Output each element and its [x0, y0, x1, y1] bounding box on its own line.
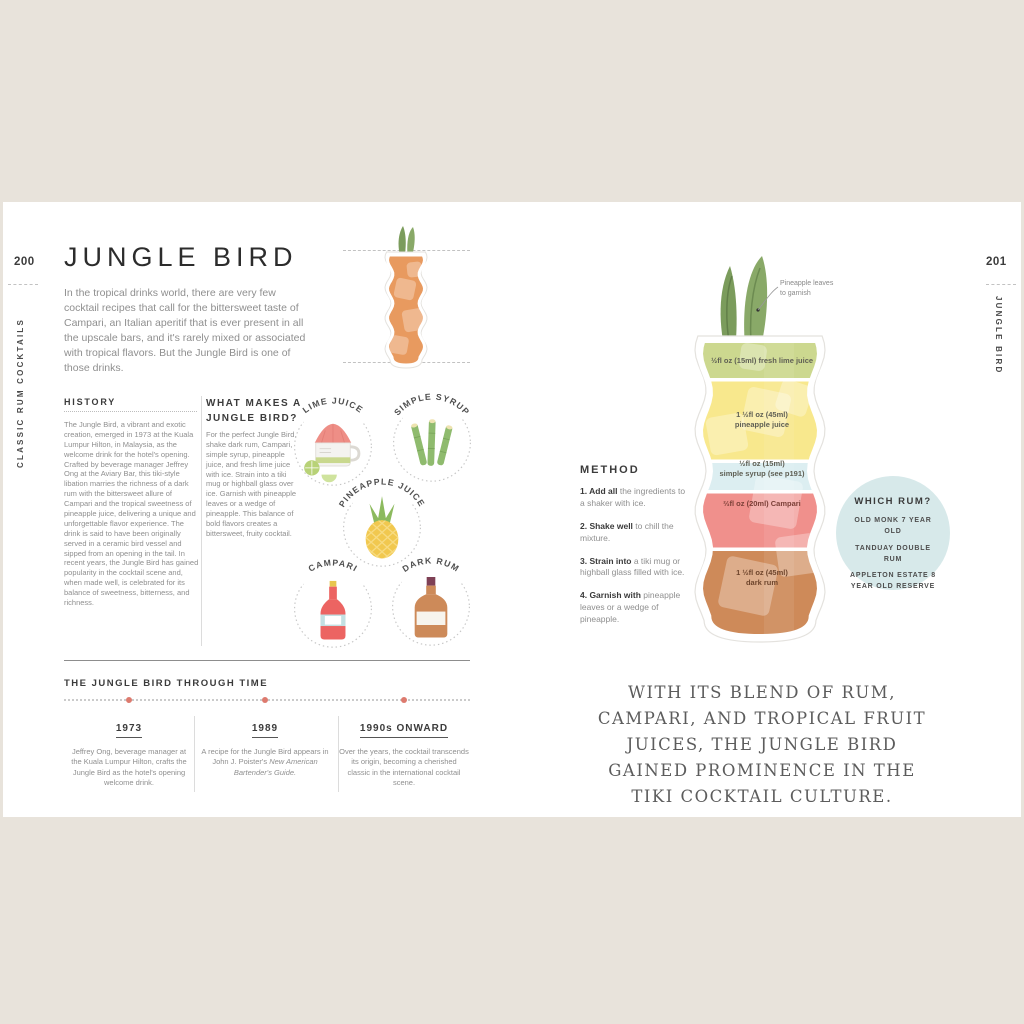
svg-text:SIMPLE SYRUP: SIMPLE SYRUP — [392, 391, 472, 418]
sidebar-label-left: CLASSIC RUM COCKTAILS — [16, 317, 25, 468]
glass-layer-label-lime: ½fl oz (15ml) fresh lime juice — [710, 356, 814, 365]
what-makes-body: For the perfect Jungle Bird, shake dark rum, Campari, simple syrup, pineapple juice, and fresh lime juice with ice. Strain into a tiki mug or highball glass over ice. Garnish with pineapple leaves or a wedge of pineapple. This balance of bold flavors creates a bittersweet, fruity cocktail. — [206, 430, 297, 538]
which-rum-option-2: TANDUAY DOUBLE RUM — [855, 544, 931, 563]
method-step-3: 3. Strain into a tiki mug or highball glass filled with ice. — [580, 555, 685, 578]
ingredient-dark-rum — [383, 553, 479, 649]
timeline-divider-1 — [194, 716, 195, 792]
timeline-dot-1973 — [126, 697, 132, 703]
timeline-divider-2 — [338, 716, 339, 792]
method-step-4: 4. Garnish with pineapple leaves or a wedge of pineapple. — [580, 590, 681, 625]
which-rum-heading: WHICH RUM? — [854, 496, 932, 507]
which-rum-circle — [836, 476, 950, 590]
page-number-left: 200 — [14, 256, 35, 268]
glass-layer-label-syrup: ½fl oz (15ml) simple syrup (see p191) — [719, 459, 805, 479]
column-divider — [201, 396, 202, 646]
event-text: A recipe for the Jungle Bird appears in John J. Poister's New American Bartender's Guide. — [201, 747, 329, 777]
page-number-rule-right — [986, 284, 1016, 285]
timeline-event-1989 — [200, 718, 330, 778]
year-label: 1990s ONWARD — [360, 723, 448, 738]
timeline-event-1973 — [69, 718, 189, 788]
svg-text:LIME JUICE: LIME JUICE — [300, 395, 366, 416]
event-text: Jeffrey Ong, beverage manager at the Kuala Lumpur Hilton, crafts the Jungle Bird as the hotel's opening welcome drink. — [71, 747, 187, 788]
garnish-annotation: Pineapple leaves to garnish — [780, 280, 834, 297]
which-rum-option-1: OLD MONK 7 YEAR OLD — [854, 517, 932, 535]
timeline-heading: THE JUNGLE BIRD THROUGH TIME — [64, 678, 269, 689]
timeline-dot-1990s — [401, 697, 407, 703]
history-rule — [64, 411, 197, 412]
thumbnail-glass — [377, 224, 435, 374]
sidebar-label-right: JUNGLE BIRD — [994, 296, 1003, 375]
history-heading: HISTORY — [64, 397, 117, 407]
event-text: Over the years, the cocktail transcends its origin, becoming a cherished classic in the international cocktail scene. — [339, 747, 469, 788]
timeline-dot-1989 — [262, 697, 268, 703]
svg-text:DARK RUM: DARK RUM — [400, 555, 462, 574]
quote-text: WITH ITS BLEND OF RUM, CAMPARI, AND TROPICAL FRUIT JUICES, THE JUNGLE BIRD GAINED PROMINENCE IN THE TIKI COCKTAIL CULTURE. — [597, 683, 927, 807]
pineapple-icon — [366, 496, 399, 560]
method-steps — [580, 486, 692, 637]
glass-layer-label-rum: 1 ½fl oz (45ml) dark rum — [736, 568, 788, 588]
glass-layer-label-pineapple: 1 ½fl oz (45ml) pineapple juice — [734, 410, 790, 430]
page-number-right: 201 — [986, 256, 1007, 268]
year-label: 1973 — [116, 723, 142, 738]
method-step-1: 1. Add all the ingredients to a shaker with ice. — [580, 486, 686, 508]
method-step-2: 2. Shake well to chill the mixture. — [580, 520, 674, 543]
intro-text: In the tropical drinks world, there are very few cocktail recipes that call for the bittersweet taste of Campari, an Italian aperitif that is ever present in all the upscale bars, and it's rarely mixed or associated with tropical flavors. But the Jungle Bird is one of those drinks. — [64, 287, 306, 374]
ingredient-campari — [285, 555, 381, 651]
history-body: The Jungle Bird, a vibrant and exotic creation, emerged in 1973 at the Kuala Lumpur Hilton, in Malaysia, as the welcome drink for the hotel's opening. Crafted by beverage manager Jeffrey Ong at the Aviary Bar, this tiki-style libation marries the richness of a dark rum with the bittersweet allure of Campari and the tropical sweetness of pineapple juice, delivering a unique and unforgettable flavor experience. The drink is said to have been originally served in a ceramic bird vessel and sipped from an opening in the tail. In recent years, the Jungle Bird has gained popularity in the cocktail scene and, when made well, is celebrated for its balance of sweetness, bitterness, and richness. — [64, 420, 199, 608]
page-number-rule-left — [8, 284, 38, 285]
timeline-event-1990s — [339, 718, 469, 788]
svg-text:CAMPARI: CAMPARI — [306, 557, 360, 574]
year-label: 1989 — [252, 723, 278, 738]
which-rum-option-3: APPLETON ESTATE 8 YEAR OLD RESERVE — [850, 572, 936, 591]
what-makes-heading: WHAT MAKES A JUNGLE BIRD? — [206, 398, 302, 424]
page-title: JUNGLE BIRD — [64, 242, 298, 272]
method-heading: METHOD — [580, 464, 640, 476]
ingredient-simple-syrup — [384, 389, 480, 485]
timeline-top-rule — [64, 660, 470, 661]
svg-text:PINEAPPLE JUICE: PINEAPPLE JUICE — [336, 476, 428, 509]
glass-layer-label-campari: ⅔fl oz (20ml) Campari — [723, 499, 801, 508]
